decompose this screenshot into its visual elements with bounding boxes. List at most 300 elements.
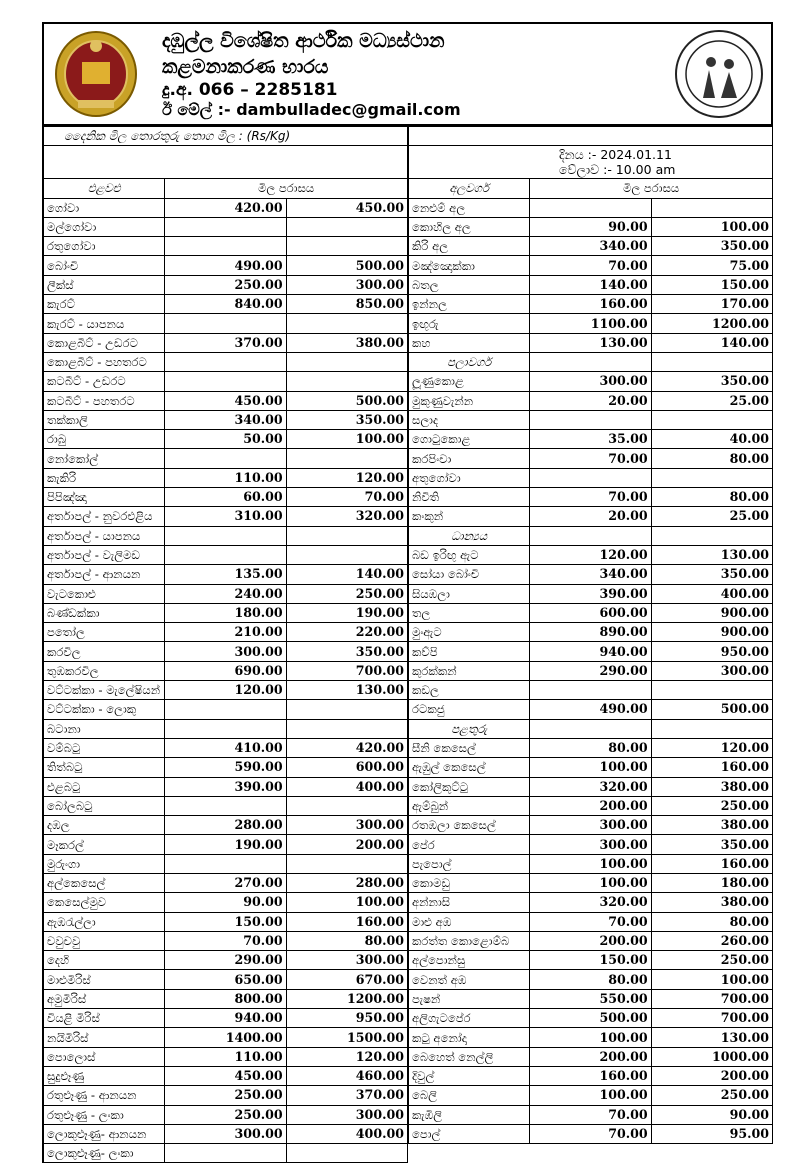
price-min: 100.00 [530,758,651,777]
price-min: 120.00 [165,681,286,700]
table-row [44,777,408,796]
price-min [165,352,286,371]
price-max: 380.00 [651,816,772,835]
table-row [409,372,773,391]
left-header-category: එළවළු [44,179,165,198]
table-row [409,681,773,700]
item-name: වට්ටක්කා - මැලේෂියන් [44,681,165,700]
item-name: මඤ්ඤොක්කා [409,256,530,275]
item-name: සෝයා බෝංචි [409,565,530,584]
price-min: 140.00 [530,275,651,294]
table-row [44,854,408,873]
price-max [286,545,407,564]
item-name: මුරුංගා [44,854,165,873]
price-min: 450.00 [165,1066,286,1085]
blank-title-cell [409,127,773,146]
price-max: 370.00 [286,1086,407,1105]
price-max: 300.00 [286,1105,407,1124]
table-row [44,372,408,391]
item-name: පොල් [409,1124,530,1143]
price-max: 670.00 [286,970,407,989]
price-max: 400.00 [651,584,772,603]
price-max: 850.00 [286,295,407,314]
price-max: 250.00 [651,951,772,970]
price-min: 200.00 [530,796,651,815]
price-max: 90.00 [651,1105,772,1124]
price-min: 250.00 [165,275,286,294]
price-max [286,372,407,391]
price-min: 70.00 [530,1124,651,1143]
price-max: 950.00 [651,642,772,661]
price-min: 320.00 [530,893,651,912]
price-max: 1000.00 [651,1047,772,1066]
price-max [286,217,407,236]
item-name: මුකුණුවැන්න [409,391,530,410]
report-date: දිනය :- 2024.01.11 [559,147,672,163]
dec-seal-icon [673,28,765,120]
item-name: ඉඟුරු [409,314,530,333]
empty-price-cell [651,352,772,371]
item-name: කැරට් - යාපනය [44,314,165,333]
table-row [44,1144,408,1163]
item-name: අමුමිරිස් [44,989,165,1008]
table-row [409,275,773,294]
price-min: 340.00 [530,565,651,584]
price-min: 800.00 [165,989,286,1008]
empty-price-cell [530,526,651,545]
price-max [651,468,772,487]
price-max: 160.00 [651,758,772,777]
price-min: 300.00 [165,1124,286,1143]
item-name: නයිමිරිස් [44,1028,165,1047]
table-row [44,217,408,236]
price-min [165,796,286,815]
table-row [409,1009,773,1028]
price-max: 25.00 [651,391,772,410]
price-min [530,198,651,217]
table-row [409,642,773,661]
right-header-price: මිල පරාසය [530,179,773,198]
price-min: 300.00 [530,835,651,854]
table-row [44,488,408,507]
table-row [44,681,408,700]
table-row [409,468,773,487]
price-min: 70.00 [530,449,651,468]
price-max: 120.00 [286,468,407,487]
price-min: 110.00 [165,468,286,487]
sri-lanka-emblem-icon [52,28,140,120]
price-max: 300.00 [651,661,772,680]
item-name: කංකුන් [409,507,530,526]
price-max: 25.00 [651,507,772,526]
price-max: 190.00 [286,603,407,622]
table-row [44,352,408,371]
item-name: අන්නාසි [409,893,530,912]
price-max: 350.00 [651,372,772,391]
table-row [44,526,408,545]
item-name: බෝලබටු [44,796,165,815]
item-name: මුංඇට [409,623,530,642]
price-max: 180.00 [651,873,772,892]
table-row [409,545,773,564]
price-max [286,237,407,256]
table-row [44,989,408,1008]
item-name: අලිගැටපේර [409,1009,530,1028]
table-row [44,951,408,970]
table-row [44,430,408,449]
item-name: කිරි අල [409,237,530,256]
price-max: 100.00 [651,970,772,989]
item-name: ලූණුකොළ [409,372,530,391]
item-name: කරවිල [44,642,165,661]
item-name: අතුගෝවා [409,468,530,487]
table-row [44,507,408,526]
item-name: රතුළූණු - ආනයන [44,1086,165,1105]
price-max [286,352,407,371]
right-header-category: අලවර්ග [409,179,530,198]
item-name: කව්පි [409,642,530,661]
price-max: 250.00 [286,584,407,603]
price-max: 40.00 [651,430,772,449]
price-max: 280.00 [286,873,407,892]
item-name: පොලොස් [44,1047,165,1066]
price-min: 500.00 [530,1009,651,1028]
price-min: 390.00 [530,584,651,603]
item-name: ඇඹරැල්ලා [44,912,165,931]
table-row [44,1105,408,1124]
item-name: පේර [409,835,530,854]
price-min: 420.00 [165,198,286,217]
table-row [44,835,408,854]
table-row [44,449,408,468]
item-name: පිපිඤ්ඤා [44,488,165,507]
price-max: 380.00 [286,333,407,352]
left-header-price: මිල පරාසය [165,179,408,198]
price-min: 590.00 [165,758,286,777]
table-row [409,912,773,931]
item-name: දිවුල් [409,1066,530,1085]
price-min: 840.00 [165,295,286,314]
table-row [409,719,773,738]
item-name: බෝංචි [44,256,165,275]
item-name: ඇඹුල් කෙසෙල් [409,758,530,777]
item-name: රාබු [44,430,165,449]
item-name: රටකජු [409,700,530,719]
price-max: 200.00 [651,1066,772,1085]
price-max [286,449,407,468]
item-name: රතුළූණු - ලංකා [44,1105,165,1124]
table-row [409,565,773,584]
item-name: ගොටුකොළ [409,430,530,449]
price-min: 200.00 [530,931,651,950]
price-max: 350.00 [286,642,407,661]
table-row [44,796,408,815]
table-row [409,738,773,757]
header-email[interactable]: ඊ මේල් :- dambulladec@gmail.com [162,100,461,119]
price-max [286,1144,407,1163]
item-name: කෝලිකුට්ටු [409,777,530,796]
price-min [165,700,286,719]
empty-price-cell [530,352,651,371]
item-name: වට්ටක්කා - ලොකු [44,700,165,719]
item-name: අර්තාපල් - යාපනය [44,526,165,545]
item-name: කරපිංචා [409,449,530,468]
table-row [44,1086,408,1105]
price-max: 350.00 [651,237,772,256]
item-name: රතුගෝවා [44,237,165,256]
price-min: 70.00 [530,256,651,275]
price-max: 1500.00 [286,1028,407,1047]
price-min: 90.00 [530,217,651,236]
price-min [165,449,286,468]
table-row [409,951,773,970]
left-price-table [43,126,408,1163]
table-row [409,1028,773,1047]
table-row [409,488,773,507]
item-name: අල්පොන්සු [409,951,530,970]
item-name: කැරට් [44,295,165,314]
price-max: 300.00 [286,816,407,835]
item-name: කැකිරි [44,468,165,487]
price-min: 90.00 [165,893,286,912]
price-max: 350.00 [286,410,407,429]
item-name: සලාද [409,410,530,429]
item-name: මෑකරල් [44,835,165,854]
header-title-line2: කළමනාකරණ භාරය [162,56,329,78]
item-name: කෙසෙල්මුව [44,893,165,912]
item-name: ලීක්ස් [44,275,165,294]
price-min: 190.00 [165,835,286,854]
table-row [44,603,408,622]
price-min: 250.00 [165,1105,286,1124]
price-max: 700.00 [651,1009,772,1028]
price-min: 100.00 [530,854,651,873]
empty-price-cell [530,719,651,738]
blank-header-cell [44,146,408,179]
price-max: 75.00 [651,256,772,275]
section-heading: පලාවර්ග [409,352,530,371]
price-min [165,545,286,564]
table-row [44,912,408,931]
header-phone: දු.අ. 066 – 2285181 [162,80,338,100]
item-name: ඇම්බුන් [409,796,530,815]
price-min [165,237,286,256]
item-name: කටු අනෝදා [409,1028,530,1047]
price-min [165,314,286,333]
price-max [286,700,407,719]
table-row [44,410,408,429]
price-min: 490.00 [530,700,651,719]
price-min: 280.00 [165,816,286,835]
price-min: 70.00 [530,1105,651,1124]
item-name: පතෝල [44,623,165,642]
item-name: කහ [409,333,530,352]
table-row [44,893,408,912]
price-max: 220.00 [286,623,407,642]
price-min [165,1144,286,1163]
table-row [44,1009,408,1028]
price-max: 260.00 [651,931,772,950]
price-max [286,314,407,333]
table-row [409,333,773,352]
price-min: 70.00 [530,488,651,507]
price-max: 700.00 [286,661,407,680]
price-min: 20.00 [530,507,651,526]
header-title-line1: දඹුල්ල විශේෂිත ආර්ථික මධ්‍යස්ථාන [162,30,445,52]
price-max: 140.00 [651,333,772,352]
item-name: කරත්ත කොළොම්බ [409,931,530,950]
item-name: වැටකොළු [44,584,165,603]
price-max: 120.00 [286,1047,407,1066]
price-max: 250.00 [651,796,772,815]
price-max: 500.00 [286,256,407,275]
table-row [409,584,773,603]
price-min: 80.00 [530,970,651,989]
price-max [286,796,407,815]
price-min: 130.00 [530,333,651,352]
table-row [409,1086,773,1105]
item-name: අල්කෙසෙල් [44,873,165,892]
price-max: 130.00 [651,1028,772,1047]
price-min: 340.00 [530,237,651,256]
price-max [286,526,407,545]
item-name: නෙළුම් අල [409,198,530,217]
price-min: 450.00 [165,391,286,410]
table-row [44,333,408,352]
empty-price-cell [651,526,772,545]
price-min [530,681,651,700]
price-min: 940.00 [530,642,651,661]
item-name: ගෝවා [44,198,165,217]
table-row [409,237,773,256]
price-min: 390.00 [165,777,286,796]
item-name: තල [409,603,530,622]
price-max: 100.00 [286,430,407,449]
price-max: 460.00 [286,1066,407,1085]
table-row [44,758,408,777]
price-max: 350.00 [651,565,772,584]
table-row [409,1066,773,1085]
table-row [409,449,773,468]
table-row [44,275,408,294]
table-row [44,1047,408,1066]
price-min: 490.00 [165,256,286,275]
table-row [409,931,773,950]
item-name: බඩ ඉරිඟු ඇට [409,545,530,564]
item-name: රතඹලා කෙසෙල් [409,816,530,835]
price-max: 160.00 [286,912,407,931]
item-name: බටානා [44,719,165,738]
price-max: 70.00 [286,488,407,507]
price-min: 370.00 [165,333,286,352]
price-max: 600.00 [286,758,407,777]
item-name: දෙහි [44,951,165,970]
price-min: 150.00 [165,912,286,931]
price-min: 600.00 [530,603,651,622]
item-name: තුඹකරවිල [44,661,165,680]
item-name: කොළබීට් - පහතරට [44,352,165,371]
price-max [651,198,772,217]
price-min: 1100.00 [530,314,651,333]
price-sheet [42,22,773,1163]
left-column [43,126,408,1163]
price-min: 290.00 [530,661,651,680]
item-name: ඉන්නල [409,295,530,314]
price-max: 170.00 [651,295,772,314]
price-max: 380.00 [651,893,772,912]
table-row [409,777,773,796]
table-row [409,661,773,680]
price-min: 410.00 [165,738,286,757]
item-name: ලොකුළූණු- ලංකා [44,1144,165,1163]
table-row [44,314,408,333]
price-max: 80.00 [651,449,772,468]
item-name: සියඹලා [409,584,530,603]
item-name: අර්තාපල් - නුවරඑළිය [44,507,165,526]
table-row [409,526,773,545]
price-min: 310.00 [165,507,286,526]
price-min [530,410,651,429]
item-name: බෙහෙත් නෙල්ලි [409,1047,530,1066]
table-row [44,295,408,314]
price-min [165,217,286,236]
item-name: වම්බටු [44,738,165,757]
table-row [409,198,773,217]
table-row [44,1028,408,1047]
table-row [44,700,408,719]
right-price-table [408,126,773,1144]
section-heading: පළතුරු [409,719,530,738]
item-name: චවුචවු [44,931,165,950]
item-name: සුදුළූණු [44,1066,165,1085]
table-row [409,352,773,371]
price-max [286,719,407,738]
item-name: කොමඩු [409,873,530,892]
table-row [409,970,773,989]
table-row [44,719,408,738]
table-row [409,430,773,449]
price-min: 150.00 [530,951,651,970]
right-column [408,126,773,1163]
price-max: 1200.00 [286,989,407,1008]
price-min: 340.00 [165,410,286,429]
item-name: බණ්ඩක්කා [44,603,165,622]
item-name: ලොකුළූණු- ආනයන [44,1124,165,1143]
price-min: 550.00 [530,989,651,1008]
item-name: මාළුමිරිස් [44,970,165,989]
price-min: 110.00 [165,1047,286,1066]
price-min [165,372,286,391]
table-row [409,854,773,873]
table-row [409,314,773,333]
price-max: 900.00 [651,623,772,642]
price-max [651,410,772,429]
price-max: 200.00 [286,835,407,854]
item-name: නෝකෝල් [44,449,165,468]
price-min: 80.00 [530,738,651,757]
price-min: 300.00 [530,816,651,835]
price-min: 320.00 [530,777,651,796]
item-name: වෙනත් අඹ [409,970,530,989]
table-row [409,217,773,236]
price-max [286,854,407,873]
table-row [409,873,773,892]
table-row [409,410,773,429]
price-min: 210.00 [165,623,286,642]
table-row [44,816,408,835]
price-max: 95.00 [651,1124,772,1143]
section-heading: ධාන්‍යය [409,526,530,545]
